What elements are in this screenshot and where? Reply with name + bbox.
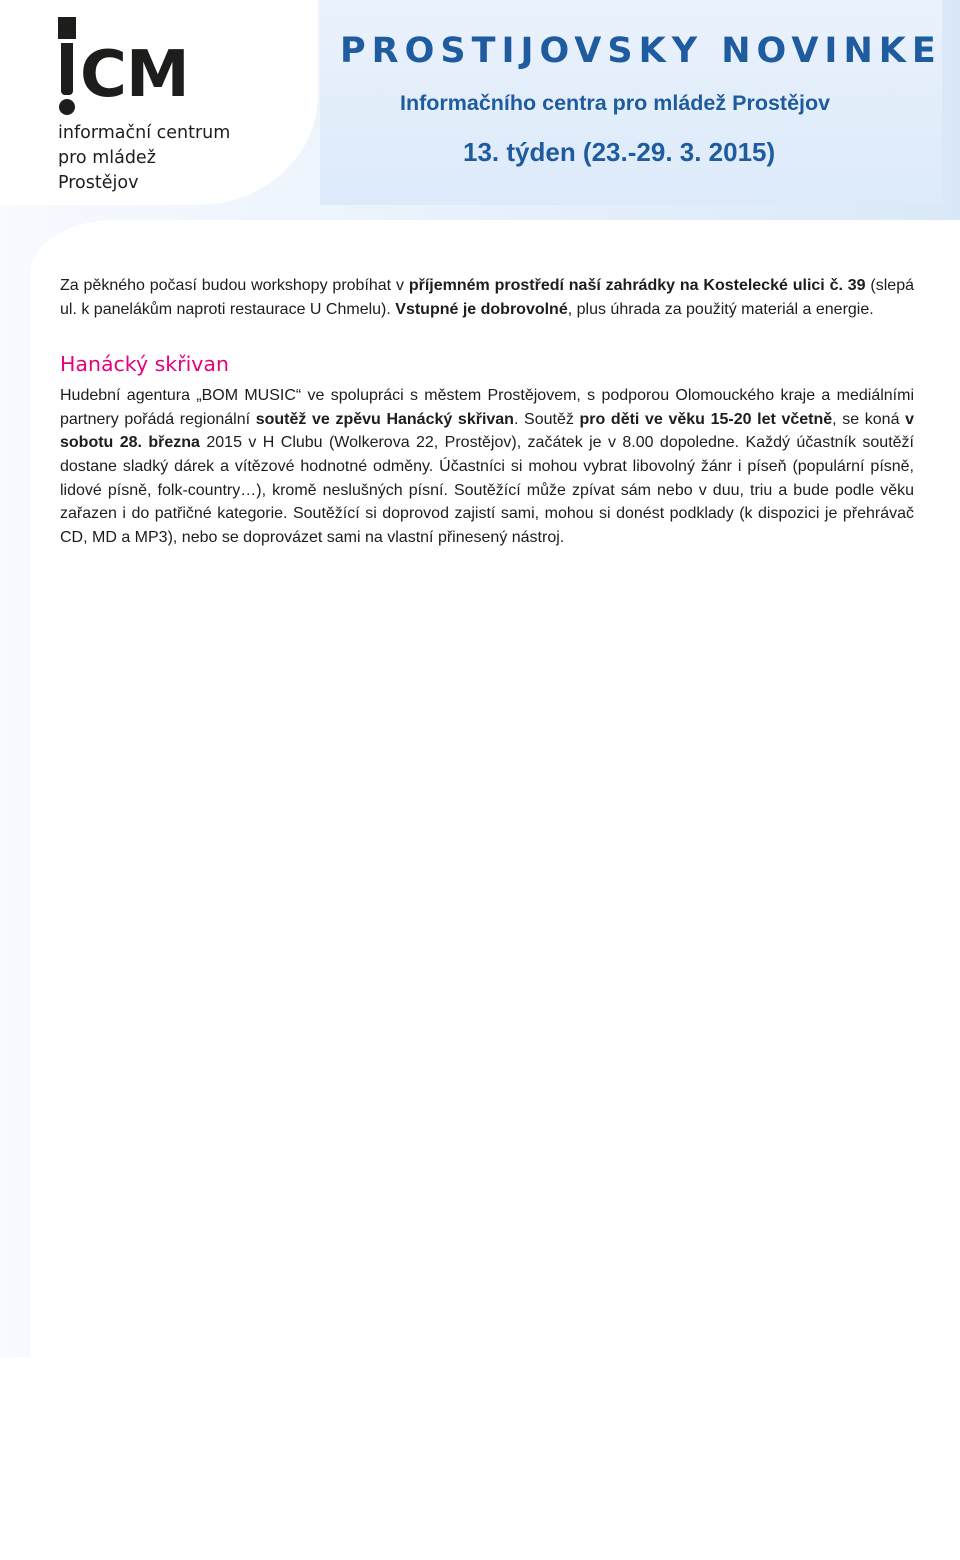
logo-line-3: Prostějov bbox=[58, 173, 139, 193]
icm-logo bbox=[58, 15, 230, 196]
masthead bbox=[340, 28, 940, 168]
week-range: 13. týden (23.-29. 3. 2015) bbox=[463, 137, 776, 167]
exclamation-i-icon bbox=[58, 15, 78, 115]
section-heading: Hanácký skřivan bbox=[60, 352, 229, 377]
newsletter-title: PROSTIJOVSKY NOVINKE bbox=[340, 31, 942, 71]
section-paragraph: Hudební agentura „BOM MUSIC“ ve spolupráci s městem Prostějovem, s podporou Olomouckého kraje a mediálními partnery pořádá regionální soutěž ve zpěvu Hanácký skřivan. Soutěž pro děti ve věku 15-20 let včetně, se koná v sobotu 28. března 2015 v H Clubu (Wolkerova 22, Prostějov), začátek je v 8.00 dopoledne. Každý účastník soutěží dostane sladký dárek a vítězové hodnotné odměny. Účastníci si mohou vybrat libovolný žánr i píseň (populární písně, lidové písně, folk-country…), kromě neslušných písní. Soutěžící může zpívat sám nebo v duu, triu a bude podle věku zařazen i do patřičné kategorie. Soutěžící si doprovod zajistí sami, mohou si donést podklady (k dispozici je přehrávač CD, MD a MP3), nebo se doprovázet sami na vlastní přinesený nástroj. bbox=[60, 387, 915, 546]
logo-line-1: informační centrum bbox=[58, 123, 231, 143]
logo-line-2: pro mládež bbox=[58, 148, 156, 168]
newsletter-subtitle: Informačního centra pro mládež Prostějov bbox=[400, 91, 831, 115]
icm-logo-mark bbox=[58, 15, 230, 115]
intro-paragraph: Za pěkného počasí budou workshopy probíhat v příjemném prostředí naší zahrádky na Kostelecké ulici č. 39 (slepá ul. k panelákům naproti restaurace U Chmelu). Vstupné je dobrovolné, plus úhrada za použitý materiál a energie. bbox=[60, 277, 915, 318]
article-body bbox=[60, 274, 914, 549]
logo-letters: CM bbox=[80, 38, 189, 112]
logo-subtitle bbox=[58, 121, 230, 196]
